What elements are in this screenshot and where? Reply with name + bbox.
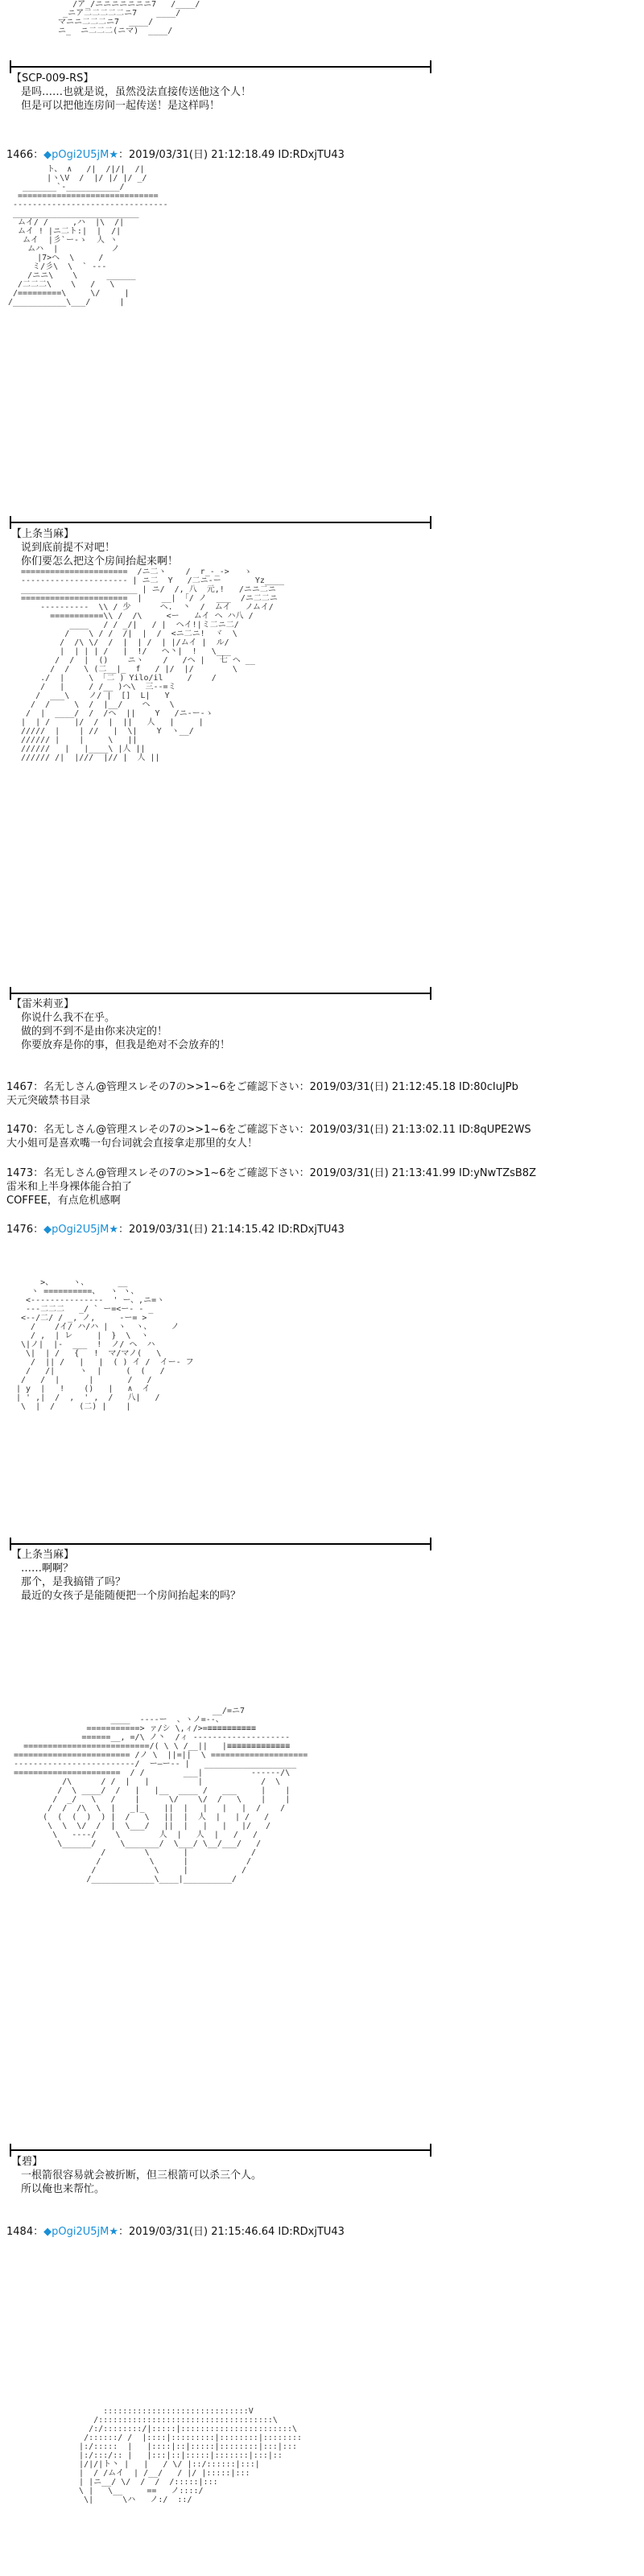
caption-divider xyxy=(11,993,430,994)
caption-divider xyxy=(11,522,430,523)
poster-name: 名无しさん@管理スレその7の>>1~6をご確認下さい xyxy=(43,1081,299,1093)
dialogue-line: 是吗……也就是说，虽然没法直接传送他这个人！ xyxy=(21,86,252,98)
post-body: 大小姐可是喜欢嘴一句台词就会直接拿走那里的女人！ xyxy=(6,1137,258,1150)
post-meta: ：2019/03/31(日) 21:14:15.42 ID:RDxjTU43 xyxy=(118,1224,345,1236)
poster-name: 名无しさん@管理スレその7の>>1~6をご確認下さい xyxy=(43,1167,299,1179)
post-body: COFFEE，有点危机感啊 xyxy=(6,1195,121,1207)
dialogue-line: 所以俺也来帮忙。 xyxy=(21,2183,105,2195)
post-body: 天元突破禁书目录 xyxy=(6,1095,91,1107)
post-number: 1476： xyxy=(6,1224,44,1236)
post-header xyxy=(6,149,345,162)
poster-name[interactable]: ◆pOgi2U5jM★ xyxy=(43,149,118,161)
poster-name[interactable]: ◆pOgi2U5jM★ xyxy=(43,2226,118,2238)
post-header xyxy=(6,2226,345,2239)
dialogue-line: 你要放弃是你的事，但我是绝对不会放弃的！ xyxy=(21,1039,231,1051)
post-header xyxy=(6,1081,518,1094)
post-header xyxy=(6,1167,536,1180)
dialogue-line: 做的到不到不是由你来决定的！ xyxy=(21,1026,168,1038)
speaker-name: 【上条当麻】 xyxy=(11,1549,75,1561)
ascii-art-midori: __/=ニ7 ____ ----ー 、ヽノ=--、 ===========> ァ/シ \,ィ/>=≡≡≡≡≡≡≡≡≡≡ ======__, =/\ ノ丶 /ィ -------------------- ==========================/( \ \ /__|| |≡≡≡≡≡≡≡≡≡≡≡≡≡ ======================== /ノ \ ||=|| \ ==================== -------------------------/ ー―ー-- | ___________________ ====================== / / ___| ------/\ /\ / / | | | / \ / \ ____/ / | |__ ____ / ___ | | / _/ \ / | \/ \/ / \ | | / / /\ \ | _|_ || | | | | / / ( ( ( ) ) | / \ || | 人 | | / / \ \ \/ / | \___/ || | | | |/ / \ ----/ \ 人 | 人 | / / \______/ \_______/ \___/ \__/___/ / / \ | / / \ | / / \ | / /_____________\____|__________/ xyxy=(14,1707,308,1884)
dialogue-line: 最近的女孩子是能随便把一个房间抬起来的吗？ xyxy=(21,1590,242,1602)
dialogue-line: 但是可以把他连房间一起传送！是这样吗！ xyxy=(21,100,221,112)
post-number: 1466： xyxy=(6,149,44,161)
post-meta: ：2019/03/31(日) 21:12:45.18 ID:80cIuJPb xyxy=(299,1081,518,1093)
dialogue-line: 一根箭很容易就会被折断，但三根箭可以杀三个人。 xyxy=(21,2169,262,2182)
speaker-name: 【雷米莉亚】 xyxy=(11,998,75,1010)
ascii-art-touma-2: >、 ヽ、 __ ヽ ==========、 ヽ ヽ、 <--------------- ' ー、,ニ=ヽ ---二二二 _/ ` ー=<ー‐ - _ <--/二/ / _, ノ, -ー= > / /イ/ ハ/ハ | ヽ ヽ、 ノ / , | レ | } \ ヽ \|ノ| |- ___ ! ノ/ ヘ ハ \| | / { ! マ/マノ( \ / || / | | ( ) イ / イー- フ / /| ヽ | ( ( / / / | | / / | y | ! () | ∧ イ | ' ,| / , ' , / 八| / \ | / (二) | | xyxy=(16,1278,194,1411)
dialogue-line: 你说什么我不在乎。 xyxy=(21,1012,116,1024)
post-header xyxy=(6,1224,345,1236)
poster-name[interactable]: ◆pOgi2U5jM★ xyxy=(43,1224,118,1236)
dialogue-line: 那个，是我搞错了吗？ xyxy=(21,1576,126,1588)
post-meta: ：2019/03/31(日) 21:15:46.64 ID:RDxjTU43 xyxy=(118,2226,345,2238)
poster-name: 名无しさん@管理スレその7の>>1~6をご確認下さい xyxy=(43,1124,299,1136)
caption-divider xyxy=(11,2149,430,2151)
dialogue-line: ……啊啊？ xyxy=(21,1563,74,1575)
dialogue-line: 说到底前提不对吧！ xyxy=(21,542,116,554)
speaker-name: 【SCP-009-RS】 xyxy=(11,72,94,85)
post-body: 雷米和上半身裸体能合拍了 xyxy=(6,1181,133,1193)
post-number: 1484： xyxy=(6,2226,44,2238)
speaker-name: 【碧】 xyxy=(11,2156,43,2168)
dialogue-line: 你们要怎么把这个房间抬起来啊！ xyxy=(21,555,179,568)
ascii-art-touma-1: ト、 ∧ /| /|/| /| |ヽ\V / |/ |/ |/ _/ _______`-___________/ ============================= -------------------------------- __________________________ ムイ/ / ,ハ |\ /| ムイ ! |ニ二ト:| | /| ムイ |彡`ー-ゝ 人 ヽ ムハ | ノ |7>ヘ \ / ミ/彡\ \ ` --- /ニニ\ \ ______ /二二二\ \ / \ /=========\ \/ | /___________\___/ | xyxy=(8,165,168,307)
post-meta: ：2019/03/31(日) 21:13:02.11 ID:8qUPE2WS xyxy=(299,1124,531,1136)
post-number: 1470： xyxy=(6,1124,44,1136)
post-number: 1473： xyxy=(6,1167,44,1179)
ascii-art-remilia: ====================== /ニ二ヽ / r_-_-> ゝ ---------------------- | ニ二 Y /二ニ-ー Yz____ ________________________ | ニ/ /, 八 元,! /ニニ二ニ ====================== | __| 「/ ノ ___ /ニ二二ニ ---------- \\ / 少 ヘ. 丶 / ムイ ノムイ/ ===========\\ / /\ <ー ムイ ヘ ハ八 / ____ / / _/| / | ヘイ!|ミ二ニ二/ / \ / / /| | / <ニ二ニ! ヾ \ / /\ \/ / | | / | |/ムイ | ル/ | | | | / | !/ ヘ丶| ! \___ / / | () ニヽ / /ヘ | 七 ヘ __ / / \ (二__|_ f / |/ |/ \ ./ | \ 「二 ) Yilo/il / / / | / /__ )ヘ\ 三--=ミ / ___\ ノ/ | [] L| Y / / \ / |__/ ヘ \ / | ____/ / /ヘ || Y /ニ-ー-ゝ | | / |/ / | || 人 | | ///// | | // | \| Y ヽ__/ ////// | | \ || ////// | |____\ |人 || ////// /| |/// |// | 人 || xyxy=(21,568,284,762)
caption-divider xyxy=(11,66,430,68)
post-meta: ：2019/03/31(日) 21:12:18.49 ID:RDxjTU43 xyxy=(118,149,345,161)
post-number: 1467： xyxy=(6,1081,44,1093)
caption-divider xyxy=(11,1543,430,1545)
post-meta: ：2019/03/31(日) 21:13:41.99 ID:yNwTZsB8Z xyxy=(299,1167,536,1179)
ascii-art-bottom: ::::::::::::::::::::::::::::::V /::::::::::::::::::::::::::::::::::::\ /:/::::::::/|:::::|:::::::::::::::::::::::\ /::::::/ / |::::|:::::::::|::::::::|:::::::: |:/::::: | |::::|::|:::::|::::::::|:::|::: |:/:::/:: | |:::|::|:::::|:::::::|:::|:: |/|/|ト丶 | | / \/ |::/::::::|:::| | / /ムイ | /__/ / |/ |:::::|::: | |ニ__/ \/ / / /:::::|::: \ | \__ == ノ::::/ \| \ハ ノ:/ ::/ xyxy=(79,2407,303,2504)
speaker-name: 【上条当麻】 xyxy=(11,528,75,540)
ascii-art-top: /ア_/ニニニニニニニ7 /____/ _ニア二二二二二ニ7 ____/ マニニ二二二ニ7 ____/ ニ_ ニ二二二(ニマ) ____/ xyxy=(58,0,200,35)
post-header xyxy=(6,1124,531,1137)
